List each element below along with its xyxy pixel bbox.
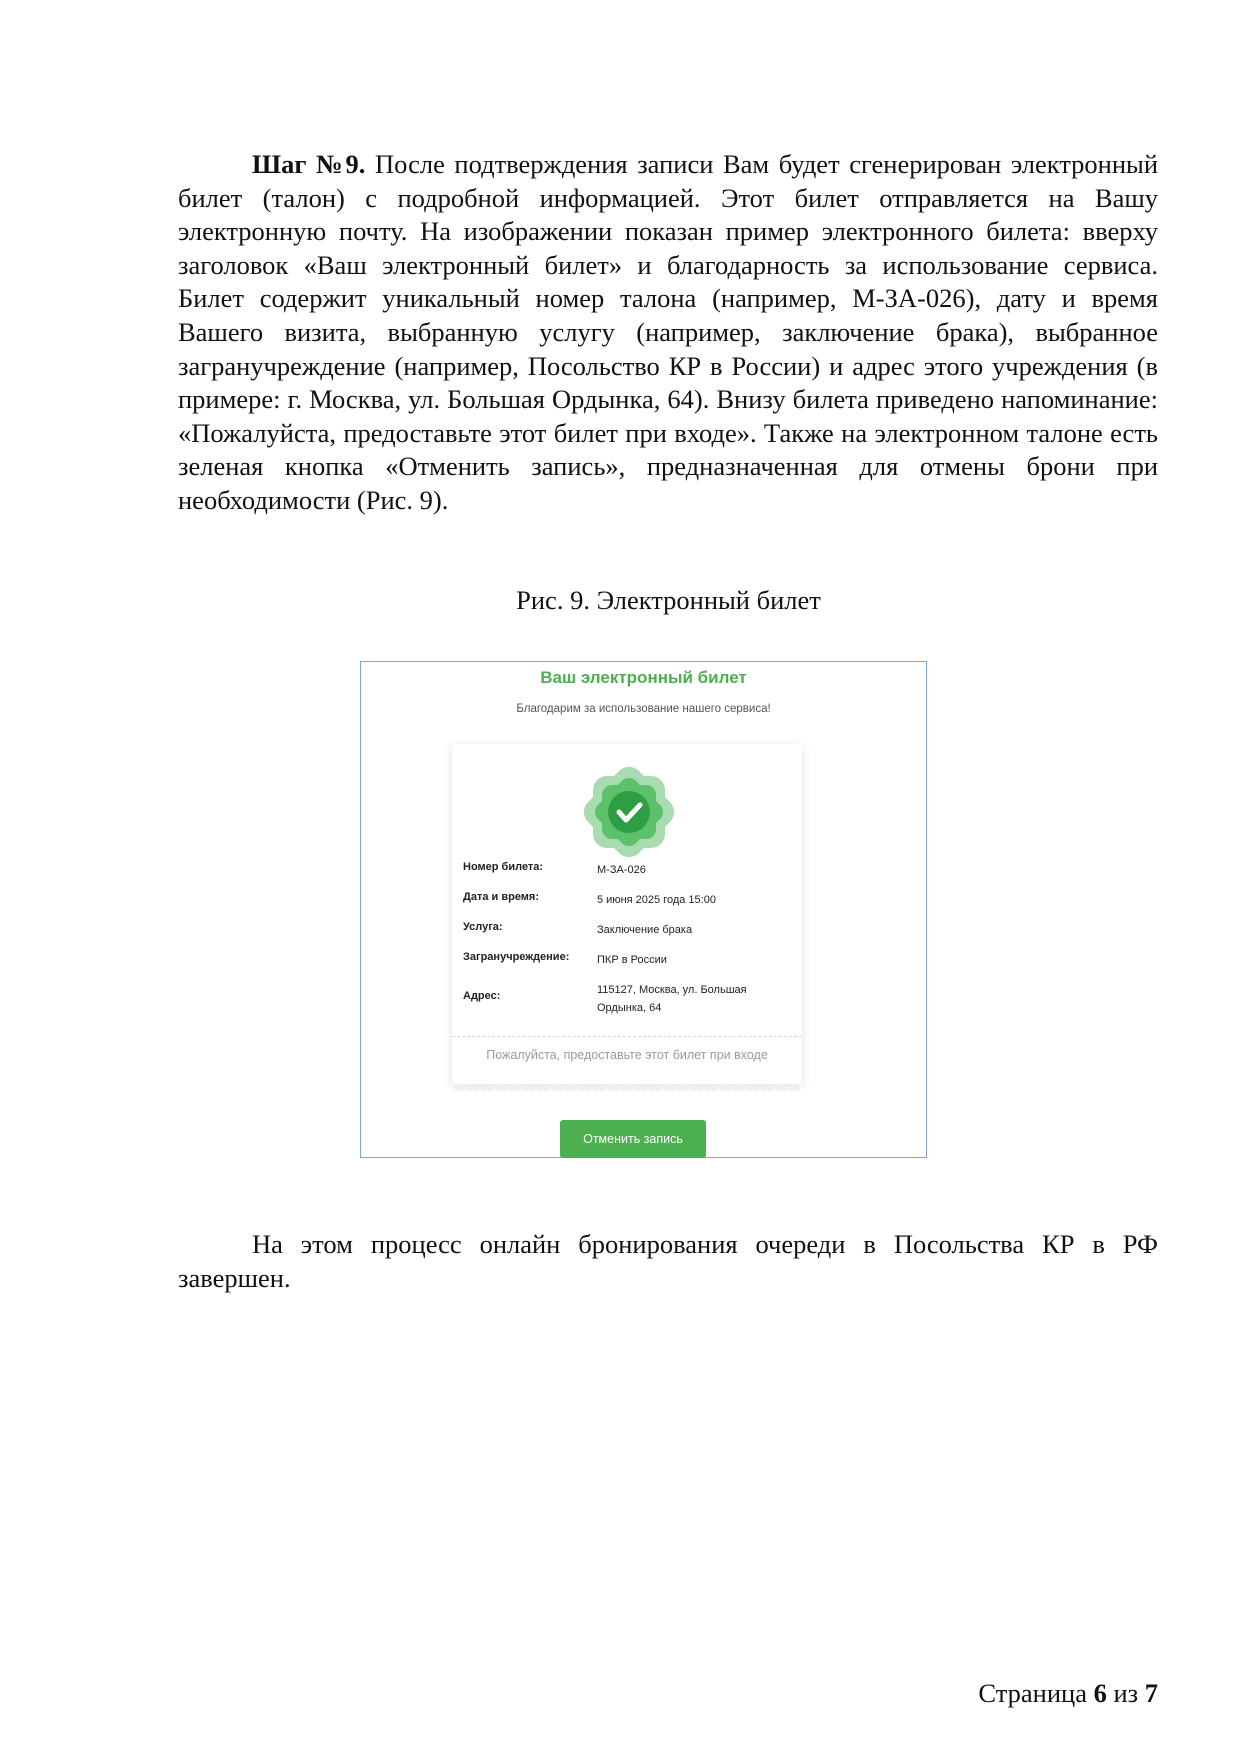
service-label: Услуга: [463, 921, 503, 933]
address-value [597, 981, 797, 1017]
entry-reminder: Пожалуйста, предоставьте этот билет при входе [486, 1048, 768, 1062]
service-value: Заключение брака [597, 924, 693, 936]
page-footer [978, 1678, 1158, 1709]
total-pages-number: 7 [1144, 1678, 1158, 1708]
step-text: После подтверждения записи Вам будет сгенерирован электронный билет (талон) с подробной информацией. Этот билет отправляется на Вашу электронную почту. На изображении показан пример электронного билета: вверху заголовок «Ваш электронный билет» и благодарность за использование сервиса. Билет содержит уникальный номер талона (например, М-ЗА-026), дату и время Вашего визита, выбранную услугу (например, заключение брака), выбранное загранучреждение (например, Посольство КР в России) и адрес этого учреждения (в примере: г. Москва, ул. Большая Ордынка, 64). Внизу билета приведено напоминание: «Пожалуйста, предоставьте этот билет при входе». Также на электронном талоне есть зеленая кнопка «Отменить запись», предназначенная для отмены брони при необходимости (Рис. 9). [178, 149, 1159, 515]
footer-middle: из [1113, 1678, 1139, 1708]
ticket-scalloped-edge [452, 1078, 802, 1090]
check-badge-icon [577, 760, 681, 864]
institution-value: ПКР в России [597, 954, 667, 966]
ticket-screenshot [360, 661, 927, 1158]
ticket-number-value: М-ЗА-026 [597, 864, 646, 876]
step-9-paragraph [178, 148, 1158, 518]
step-label: Шаг №9. [252, 149, 366, 179]
address-label: Адрес: [463, 990, 501, 1002]
ticket-card [452, 744, 802, 1084]
ticket-number-label: Номер билета: [463, 861, 544, 873]
ticket-title: Ваш электронный билет [540, 668, 747, 687]
tear-line [452, 1036, 802, 1037]
footer-prefix: Страница [978, 1678, 1087, 1708]
address-line-2: Ордынка, 64 [597, 1002, 662, 1014]
closing-paragraph: На этом процесс онлайн бронирования очереди в Посольства КР в РФ завершен. [178, 1229, 1158, 1293]
institution-label: Загранучреждение: [463, 951, 570, 963]
ticket-subtitle: Благодарим за использование нашего сервиса! [516, 703, 771, 715]
address-line-1: 115127, Москва, ул. Большая [597, 984, 747, 996]
datetime-label: Дата и время: [463, 891, 540, 903]
current-page-number: 6 [1093, 1678, 1107, 1708]
datetime-value: 5 июня 2025 года 15:00 [597, 894, 716, 906]
figure-caption: Рис. 9. Электронный билет [516, 585, 821, 615]
cancel-booking-button[interactable]: Отменить запись [560, 1120, 706, 1158]
